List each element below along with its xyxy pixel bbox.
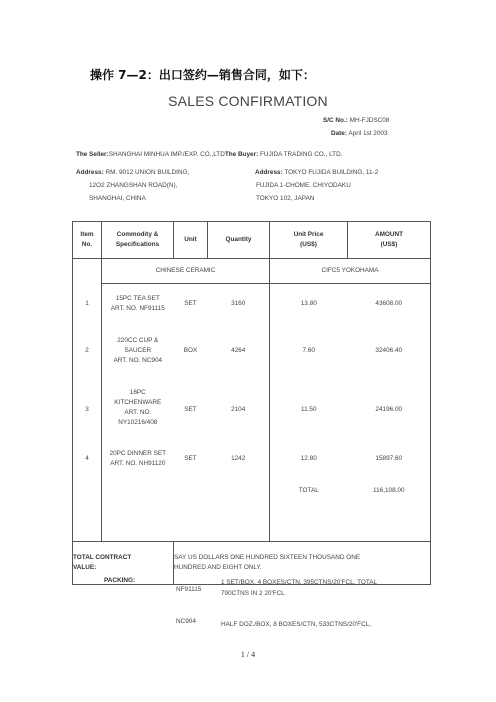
sc-number-label: S/C No.: bbox=[323, 117, 348, 124]
item-no-column bbox=[73, 259, 102, 542]
commodity-column bbox=[102, 284, 174, 541]
packing-text: 1 SET/BOX, 4 BOXES/CTN, 395CTNS/20'FCL, TOTAL 790CTNS IN 2 20'FCL bbox=[221, 579, 378, 597]
commodity-desc: 15PC TEA SET ART. NO. NF91115 bbox=[110, 295, 165, 312]
amount-value: 43608.00 bbox=[375, 300, 403, 307]
quantity-value: 3160 bbox=[231, 300, 246, 307]
seller-address-text: RM. 9012 UNION BUILDING, bbox=[105, 169, 190, 176]
date-value: April 1st 2003 bbox=[348, 130, 388, 137]
unit-price-value: 7.60 bbox=[302, 347, 315, 354]
contract-date bbox=[331, 130, 388, 137]
header-amount: AMOUNT (US$) bbox=[348, 222, 431, 259]
seller-address-line-2: 12O2 ZHANGSHAN ROAD(N), bbox=[89, 182, 178, 189]
buyer-name: FUJIDA TRADING CO., LTD. bbox=[259, 151, 343, 158]
commodity-desc: 220CC CUP & SAUCER ART. NO. NC904 bbox=[113, 337, 163, 364]
unit-value: BOX bbox=[183, 347, 198, 354]
sc-number-value: MH-FJDSC08 bbox=[349, 117, 390, 124]
goods-name: CHINESE CERAMIC bbox=[102, 259, 269, 284]
quantity-column bbox=[207, 284, 269, 541]
buyer-address-line-1 bbox=[255, 169, 378, 176]
sales-table bbox=[72, 221, 431, 585]
seller-name: SHANGHAI MINHUA IMP./EXP. CO.,LTD bbox=[108, 151, 225, 158]
amount-value: 24196.00 bbox=[375, 406, 403, 413]
commodity-desc: 16PC KITCHENWARE ART. NO. NY10216/408 bbox=[114, 389, 162, 426]
seller-buyer-line bbox=[76, 151, 342, 158]
seller-address-line-1 bbox=[76, 169, 189, 176]
unit-price-value: 13.80 bbox=[300, 300, 317, 307]
buyer-address-line-2: FUJIDA 1-CHOME, CHIYODAKU bbox=[256, 182, 351, 189]
amount-column bbox=[348, 284, 430, 541]
seller-address-line-3: SHANGHAI, CHINA bbox=[89, 195, 146, 202]
commodity-desc: 20PC DINNER SET ART. NO. NH91120 bbox=[109, 450, 167, 467]
section-heading: 操作 7—2：出口签约—销售合同，如下： bbox=[90, 68, 315, 82]
table-body-row bbox=[73, 259, 431, 542]
buyer-label: The Buyer: bbox=[224, 151, 259, 158]
terms-group bbox=[270, 259, 431, 542]
sc-number bbox=[323, 117, 389, 124]
buyer-address-line-3: TOKYO 102, JAPAN bbox=[256, 195, 315, 202]
buyer-address-text: TOKYO FUJIDA BUILDING, 11-2 bbox=[284, 169, 379, 176]
header-unit-price: Unit Price (US$) bbox=[270, 222, 348, 259]
unit-value: SET bbox=[184, 455, 197, 462]
buyer-address-label: Address: bbox=[255, 169, 283, 176]
item-no: 3 bbox=[85, 406, 89, 413]
goods-group bbox=[102, 259, 270, 542]
seller-address-label: Address: bbox=[76, 169, 104, 176]
item-no: 1 bbox=[85, 300, 89, 307]
contract-value-text: SAY US DOLLARS ONE HUNDRED SIXTEEN THOUSAND ONE HUNDRED AND EIGHT ONLY. bbox=[174, 542, 431, 585]
amount-value: 15897.60 bbox=[375, 455, 403, 462]
header-unit: Unit bbox=[174, 222, 208, 259]
quantity-value: 2104 bbox=[231, 406, 246, 413]
contract-value-label: TOTAL CONTRACT VALUE: bbox=[73, 542, 174, 585]
total-amount: 116,108.00 bbox=[373, 487, 405, 494]
page-number: 1 / 4 bbox=[240, 650, 256, 659]
header-quantity: Quantity bbox=[208, 222, 270, 259]
item-no: 2 bbox=[85, 347, 89, 354]
unit-column bbox=[174, 284, 208, 541]
unit-value: SET bbox=[184, 300, 197, 307]
quantity-value: 4264 bbox=[231, 347, 246, 354]
packing-label: PACKING: bbox=[104, 577, 136, 584]
unit-price-column bbox=[270, 284, 348, 541]
header-commodity: Commodity & Specifications bbox=[102, 222, 174, 259]
unit-price-value: 12.80 bbox=[300, 455, 317, 462]
unit-price-value: 11.50 bbox=[300, 406, 317, 413]
packing-code: NC904 bbox=[176, 618, 196, 625]
unit-value: SET bbox=[184, 406, 197, 413]
price-terms: CIFC5 YOKOHAMA bbox=[270, 259, 430, 284]
quantity-value: 1242 bbox=[231, 455, 246, 462]
document-title: SALES CONFIRMATION bbox=[168, 93, 328, 109]
seller-label: The Seller: bbox=[76, 151, 109, 158]
total-label: TOTAL bbox=[298, 487, 319, 494]
packing-text: HALF DOZ./BOX, 8 BOXES/CTN, 533CTNS/20'FCL, bbox=[221, 621, 372, 628]
item-no: 4 bbox=[85, 455, 89, 462]
date-label: Date: bbox=[331, 130, 347, 137]
table-header-row bbox=[73, 222, 431, 259]
amount-value: 32406.40 bbox=[375, 347, 403, 354]
header-item: Item No. bbox=[73, 222, 102, 259]
packing-code: NF91115 bbox=[176, 586, 202, 593]
